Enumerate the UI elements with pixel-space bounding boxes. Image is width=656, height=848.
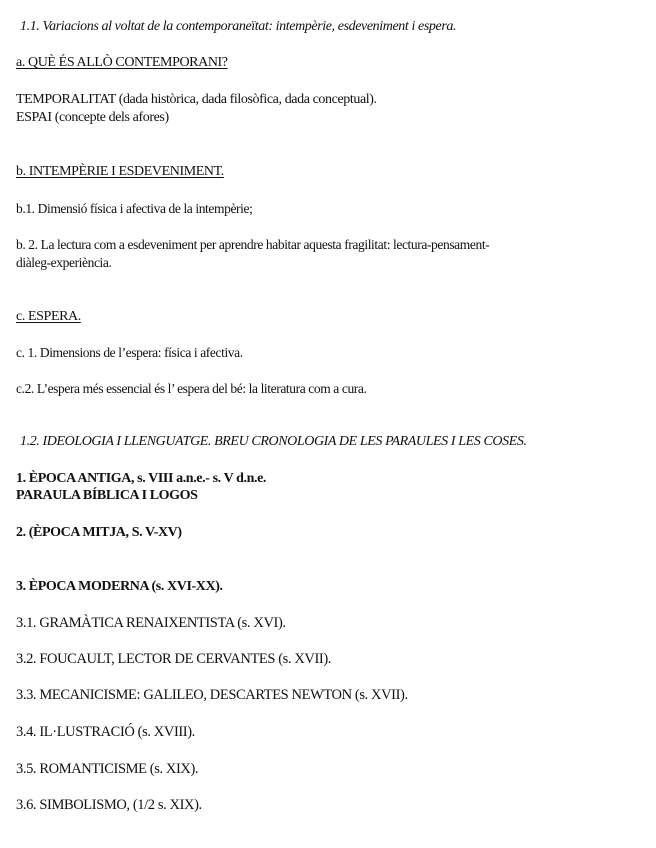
subitem-3-1: 3.1. GRAMÀTICA RENAIXENTISTA (s. XVI). (16, 615, 286, 631)
epoch-2: 2. (ÈPOCA MITJA, S. V-XV) (16, 525, 182, 540)
part-c-heading: c. ESPERA. (16, 309, 81, 324)
item-c2: c.2. L’espera més essencial és l’ espera del bé: la literatura com a cura. (16, 381, 367, 396)
part-a-line-temporalitat: TEMPORALITAT (dada històrica, dada filosòfica, dada conceptual). (16, 92, 377, 107)
item-b2-line-2: diàleg-experiència. (16, 255, 112, 270)
part-a-line-espai: ESPAI (concepte dels afores) (16, 110, 169, 125)
subitem-3-5: 3.5. ROMANTICISME (s. XIX). (16, 761, 199, 777)
section-1-2-title: 1.2. IDEOLOGIA I LLENGUATGE. BREU CRONOLOGIA DE LES PARAULES I LES COSES. (20, 434, 527, 449)
subitem-3-2: 3.2. FOUCAULT, LECTOR DE CERVANTES (s. XVII). (16, 651, 332, 667)
subitem-3-3: 3.3. MECANICISME: GALILEO, DESCARTES NEWTON (s. XVII). (16, 687, 408, 703)
epoch-1-line-1: 1. ÈPOCA ANTIGA, s. VIII a.n.e.- s. V d.n.e. (16, 471, 267, 486)
subitem-3-6: 3.6. SIMBOLISMO, (1/2 s. XIX). (16, 797, 202, 813)
part-a-heading: a. QUÈ ÉS ALLÒ CONTEMPORANI? (16, 55, 228, 70)
epoch-3: 3. ÈPOCA MODERNA (s. XVI-XX). (16, 579, 223, 594)
item-c1: c. 1. Dimensions de l’espera: física i afectiva. (16, 345, 243, 360)
part-b-heading: b. INTEMPÈRIE I ESDEVENIMENT. (16, 164, 224, 179)
epoch-1-line-2: PARAULA BÍBLICA I LOGOS (16, 488, 198, 503)
section-1-1-title: 1.1. Variacions al voltat de la contemporaneïtat: intempèrie, esdeveniment i espera. (20, 19, 457, 34)
item-b1: b.1. Dimensió física i afectiva de la intempèrie; (16, 201, 253, 216)
item-b2-line-1: b. 2. La lectura com a esdeveniment per aprendre habitar aquesta fragilitat: lectura-pensament- (16, 237, 490, 252)
subitem-3-4: 3.4. IL·LUSTRACIÓ (s. XVIII). (16, 724, 195, 740)
